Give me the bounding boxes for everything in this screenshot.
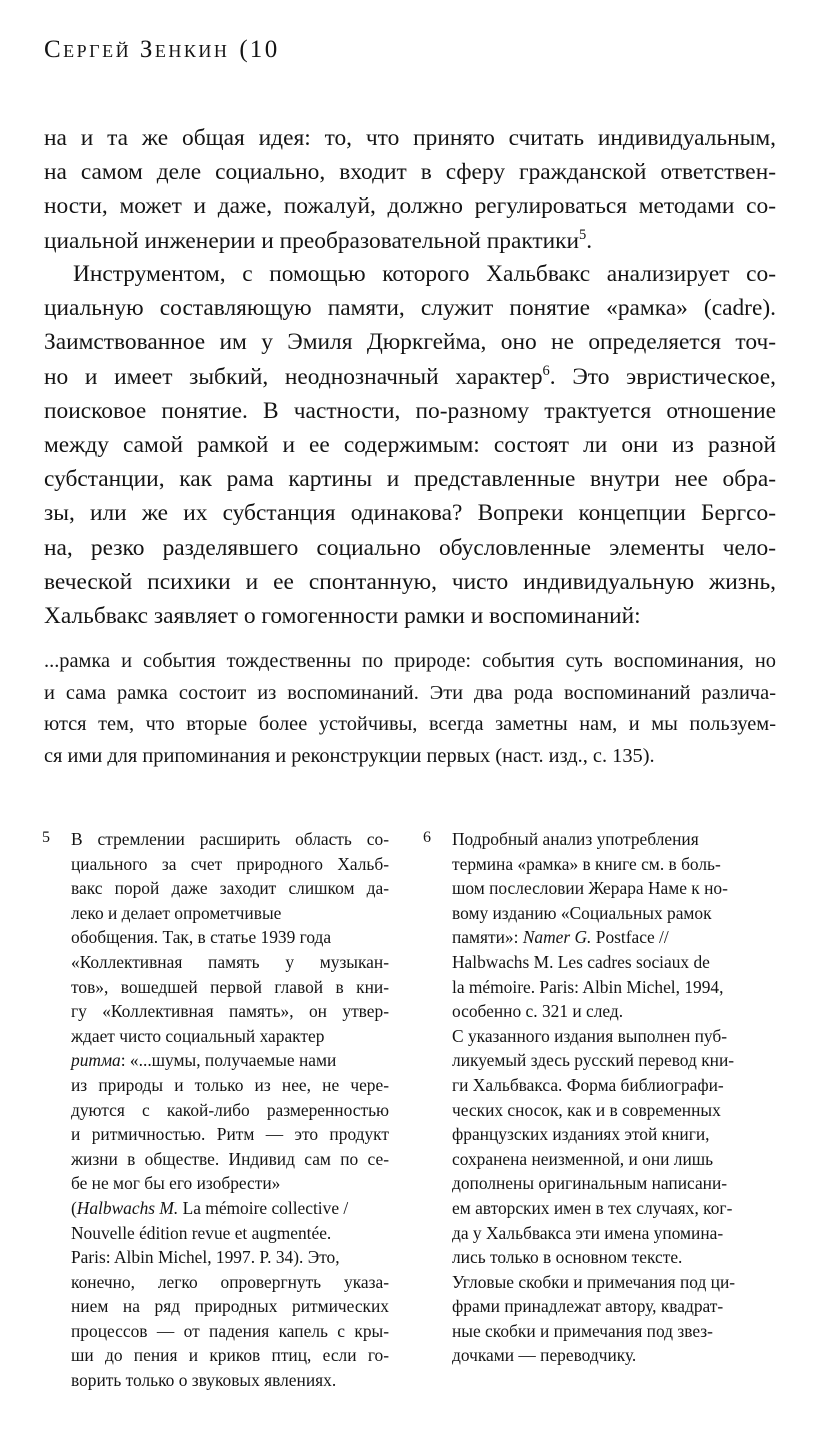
paragraph-last-line: Хальбвакс заявляет о гомогенности рамки и воспоминаний: bbox=[44, 603, 641, 630]
footnote-line: особенно с. 321 и след. bbox=[452, 1001, 624, 1022]
footnote-line-namer bbox=[452, 925, 774, 950]
paragraph-line: на самом деле социально, входит в сферу гражданской ответствен- bbox=[44, 159, 776, 186]
footnote-line: ги Хальбвакса. Форма библиографи- bbox=[452, 1074, 724, 1095]
footnote-line: тов», вошедшей первой главой в кни- bbox=[71, 976, 389, 997]
footnote-line: С указанного издания выполнен пуб- bbox=[452, 1025, 728, 1046]
footnote-line: ждает чисто социальный характер bbox=[71, 1025, 325, 1046]
paragraph-line: на, резко разделявшего социально обусловленные элементы чело- bbox=[44, 534, 776, 561]
footnote-line-text: Postface // bbox=[591, 927, 669, 948]
header-author: Сергей Зенкин bbox=[44, 36, 230, 63]
quote-line: ются тем, что вторые более устойчивы, всегда заметны нам, и мы пользуем- bbox=[44, 713, 776, 735]
citation-author: Namer G. bbox=[522, 927, 592, 948]
footnote-line: лись только в основном тексте. bbox=[452, 1247, 683, 1268]
paragraph-line: на и та же общая идея: то, что принято считать индивидуальным, bbox=[44, 125, 776, 151]
quote-line: ...рамка и события тождественны по природе: события суть воспоминания, но bbox=[44, 650, 776, 672]
rhythm-word: ритма bbox=[71, 1050, 121, 1071]
paragraph-1 bbox=[44, 121, 776, 258]
footnote-line: ши до пения и криков птиц, если го- bbox=[71, 1345, 389, 1366]
paragraph-line: между самой рамкой и ее содержимым: состоят ли они из разной bbox=[44, 432, 776, 459]
footnote-line: обобщения. Так, в статье 1939 года bbox=[71, 927, 332, 948]
footnote-line: да у Хальбвакса эти имена упомина- bbox=[452, 1222, 724, 1243]
footnote-line: дополнены оригинальным написани- bbox=[452, 1173, 728, 1194]
paragraph-line-with-note bbox=[44, 360, 776, 394]
footnote-line: термина «рамка» в книге см. в боль- bbox=[452, 853, 721, 874]
footnote-number-6: 6 bbox=[423, 829, 431, 846]
footnote-line: конечно, легко опровергнуть указа- bbox=[71, 1271, 389, 1292]
paragraph-2 bbox=[44, 257, 776, 633]
citation-author: Halbwachs M. bbox=[76, 1197, 179, 1218]
footnote-line: французских изданиях этой книги, bbox=[452, 1124, 710, 1145]
footnote-line: В стремлении расширить область со- bbox=[71, 829, 389, 849]
footnote-line: «Коллективная память у музыкан- bbox=[71, 951, 389, 972]
footnote-line: Подробный анализ употребления bbox=[452, 829, 699, 849]
footnote-line: бе не мог бы его изобрести» bbox=[71, 1173, 281, 1194]
paragraph-line: субстанции, как рама картины и представленные внутри нее обра- bbox=[44, 466, 776, 493]
block-quote bbox=[44, 646, 776, 772]
footnote-line: ликуемый здесь русский перевод кни- bbox=[452, 1050, 735, 1071]
paragraph-first-line: Инструментом, с помощью которого Хальбвакс анализирует со- bbox=[73, 261, 776, 287]
paragraph-line: Заимствованное им у Эмиля Дюркгейма, оно не определяется точ- bbox=[44, 329, 776, 356]
paragraph-last-line bbox=[44, 224, 776, 258]
footnote-line: жизни в обществе. Индивид сам по се- bbox=[71, 1148, 389, 1169]
footnote-line: ные скобки и примечания под звез- bbox=[452, 1320, 713, 1341]
footnote-5 bbox=[71, 827, 389, 1393]
footnote-line: шом послесловии Жерара Наме к но- bbox=[452, 878, 728, 899]
footnote-line-text: памяти»: bbox=[452, 927, 523, 948]
footnote-line: из природы и только из нее, не чере- bbox=[71, 1074, 389, 1095]
footnote-line: вому изданию «Социальных рамок bbox=[452, 902, 712, 923]
footnote-line-rhythm bbox=[71, 1048, 389, 1073]
paragraph-line-end: . bbox=[586, 227, 593, 254]
running-header bbox=[44, 36, 280, 64]
quote-last-line: ся ими для припоминания и реконструкции первых (наст. изд., с. 135). bbox=[44, 744, 655, 767]
footnote-line: нием на ряд природных ритмических bbox=[71, 1296, 389, 1317]
footnote-line: Nouvelle édition revue et augmentée. bbox=[71, 1222, 332, 1243]
footnote-line: Halbwachs M. Les cadres sociaux de bbox=[452, 951, 710, 972]
quote-line: и сама рамка состоит из воспоминаний. Эти два рода воспоминаний различа- bbox=[44, 681, 776, 704]
footnote-line-text: : «...шумы, получаемые нами bbox=[120, 1050, 337, 1071]
footnote-line: дуются с какой-либо размеренностью bbox=[71, 1099, 389, 1120]
footnote-ref-5[interactable]: 5 bbox=[579, 226, 587, 243]
paragraph-line-text: циальной инженерии и преобразовательной практики bbox=[44, 227, 580, 254]
header-paren: ( bbox=[239, 36, 248, 63]
footnote-line: сохранена неизменной, и они лишь bbox=[452, 1148, 714, 1169]
footnote-line: процессов — от падения капель с кры- bbox=[71, 1320, 389, 1341]
paragraph-line: веческой психики и ее спонтанную, чисто индивидуальную жизнь, bbox=[44, 568, 776, 595]
footnote-line: Угловые скобки и примечания под ци- bbox=[452, 1271, 736, 1292]
footnote-number-5: 5 bbox=[42, 829, 50, 846]
footnote-last-line: дочками — переводчику. bbox=[452, 1345, 637, 1366]
citation-paren: ( bbox=[71, 1197, 77, 1218]
paragraph-line-text: но и имеет зыбкий, неоднозначный характер bbox=[44, 363, 543, 390]
paragraph-line-text: . Это эвристическое, bbox=[549, 363, 776, 390]
footnote-line: леко и делает опрометчивые bbox=[71, 902, 282, 923]
footnote-line: Paris: Albin Michel, 1997. P. 34). Это, bbox=[71, 1247, 340, 1268]
page-number: 10 bbox=[249, 36, 280, 63]
footnote-line: ческих сносок, как и в современных bbox=[452, 1099, 721, 1120]
paragraph-line: зы, или же их субстанция одинакова? Вопреки концепции Бергсо- bbox=[44, 500, 776, 527]
footnote-line: и ритмичностью. Ритм — это продукт bbox=[71, 1124, 389, 1145]
footnote-last-line: ворить только о звуковых явлениях. bbox=[71, 1370, 337, 1391]
citation-title: La mémoire collective / bbox=[178, 1197, 349, 1218]
footnote-line: циального за счет природного Хальб- bbox=[71, 853, 389, 874]
paragraph-line: ности, может и даже, пожалуй, должно регулироваться методами со- bbox=[44, 193, 776, 220]
footnote-line: la mémoire. Paris: Albin Michel, 1994, bbox=[452, 976, 724, 997]
footnote-line: ем авторских имен в тех случаях, ког- bbox=[452, 1197, 733, 1218]
footnote-line-citation bbox=[71, 1196, 389, 1221]
footnote-ref-6[interactable]: 6 bbox=[542, 362, 550, 379]
footnote-line: фрами принадлежат автору, квадрат- bbox=[452, 1296, 724, 1317]
paragraph-line: поисковое понятие. В частности, по-разному трактуется отношение bbox=[44, 397, 776, 424]
footnote-line: гу «Коллективная память», он утвер- bbox=[71, 1001, 389, 1022]
footnote-6 bbox=[452, 827, 774, 1368]
footnote-line: вакс порой даже заходит слишком да- bbox=[71, 878, 389, 899]
paragraph-line: циальную составляющую памяти, служит понятие «рамка» (cadre). bbox=[44, 295, 776, 322]
